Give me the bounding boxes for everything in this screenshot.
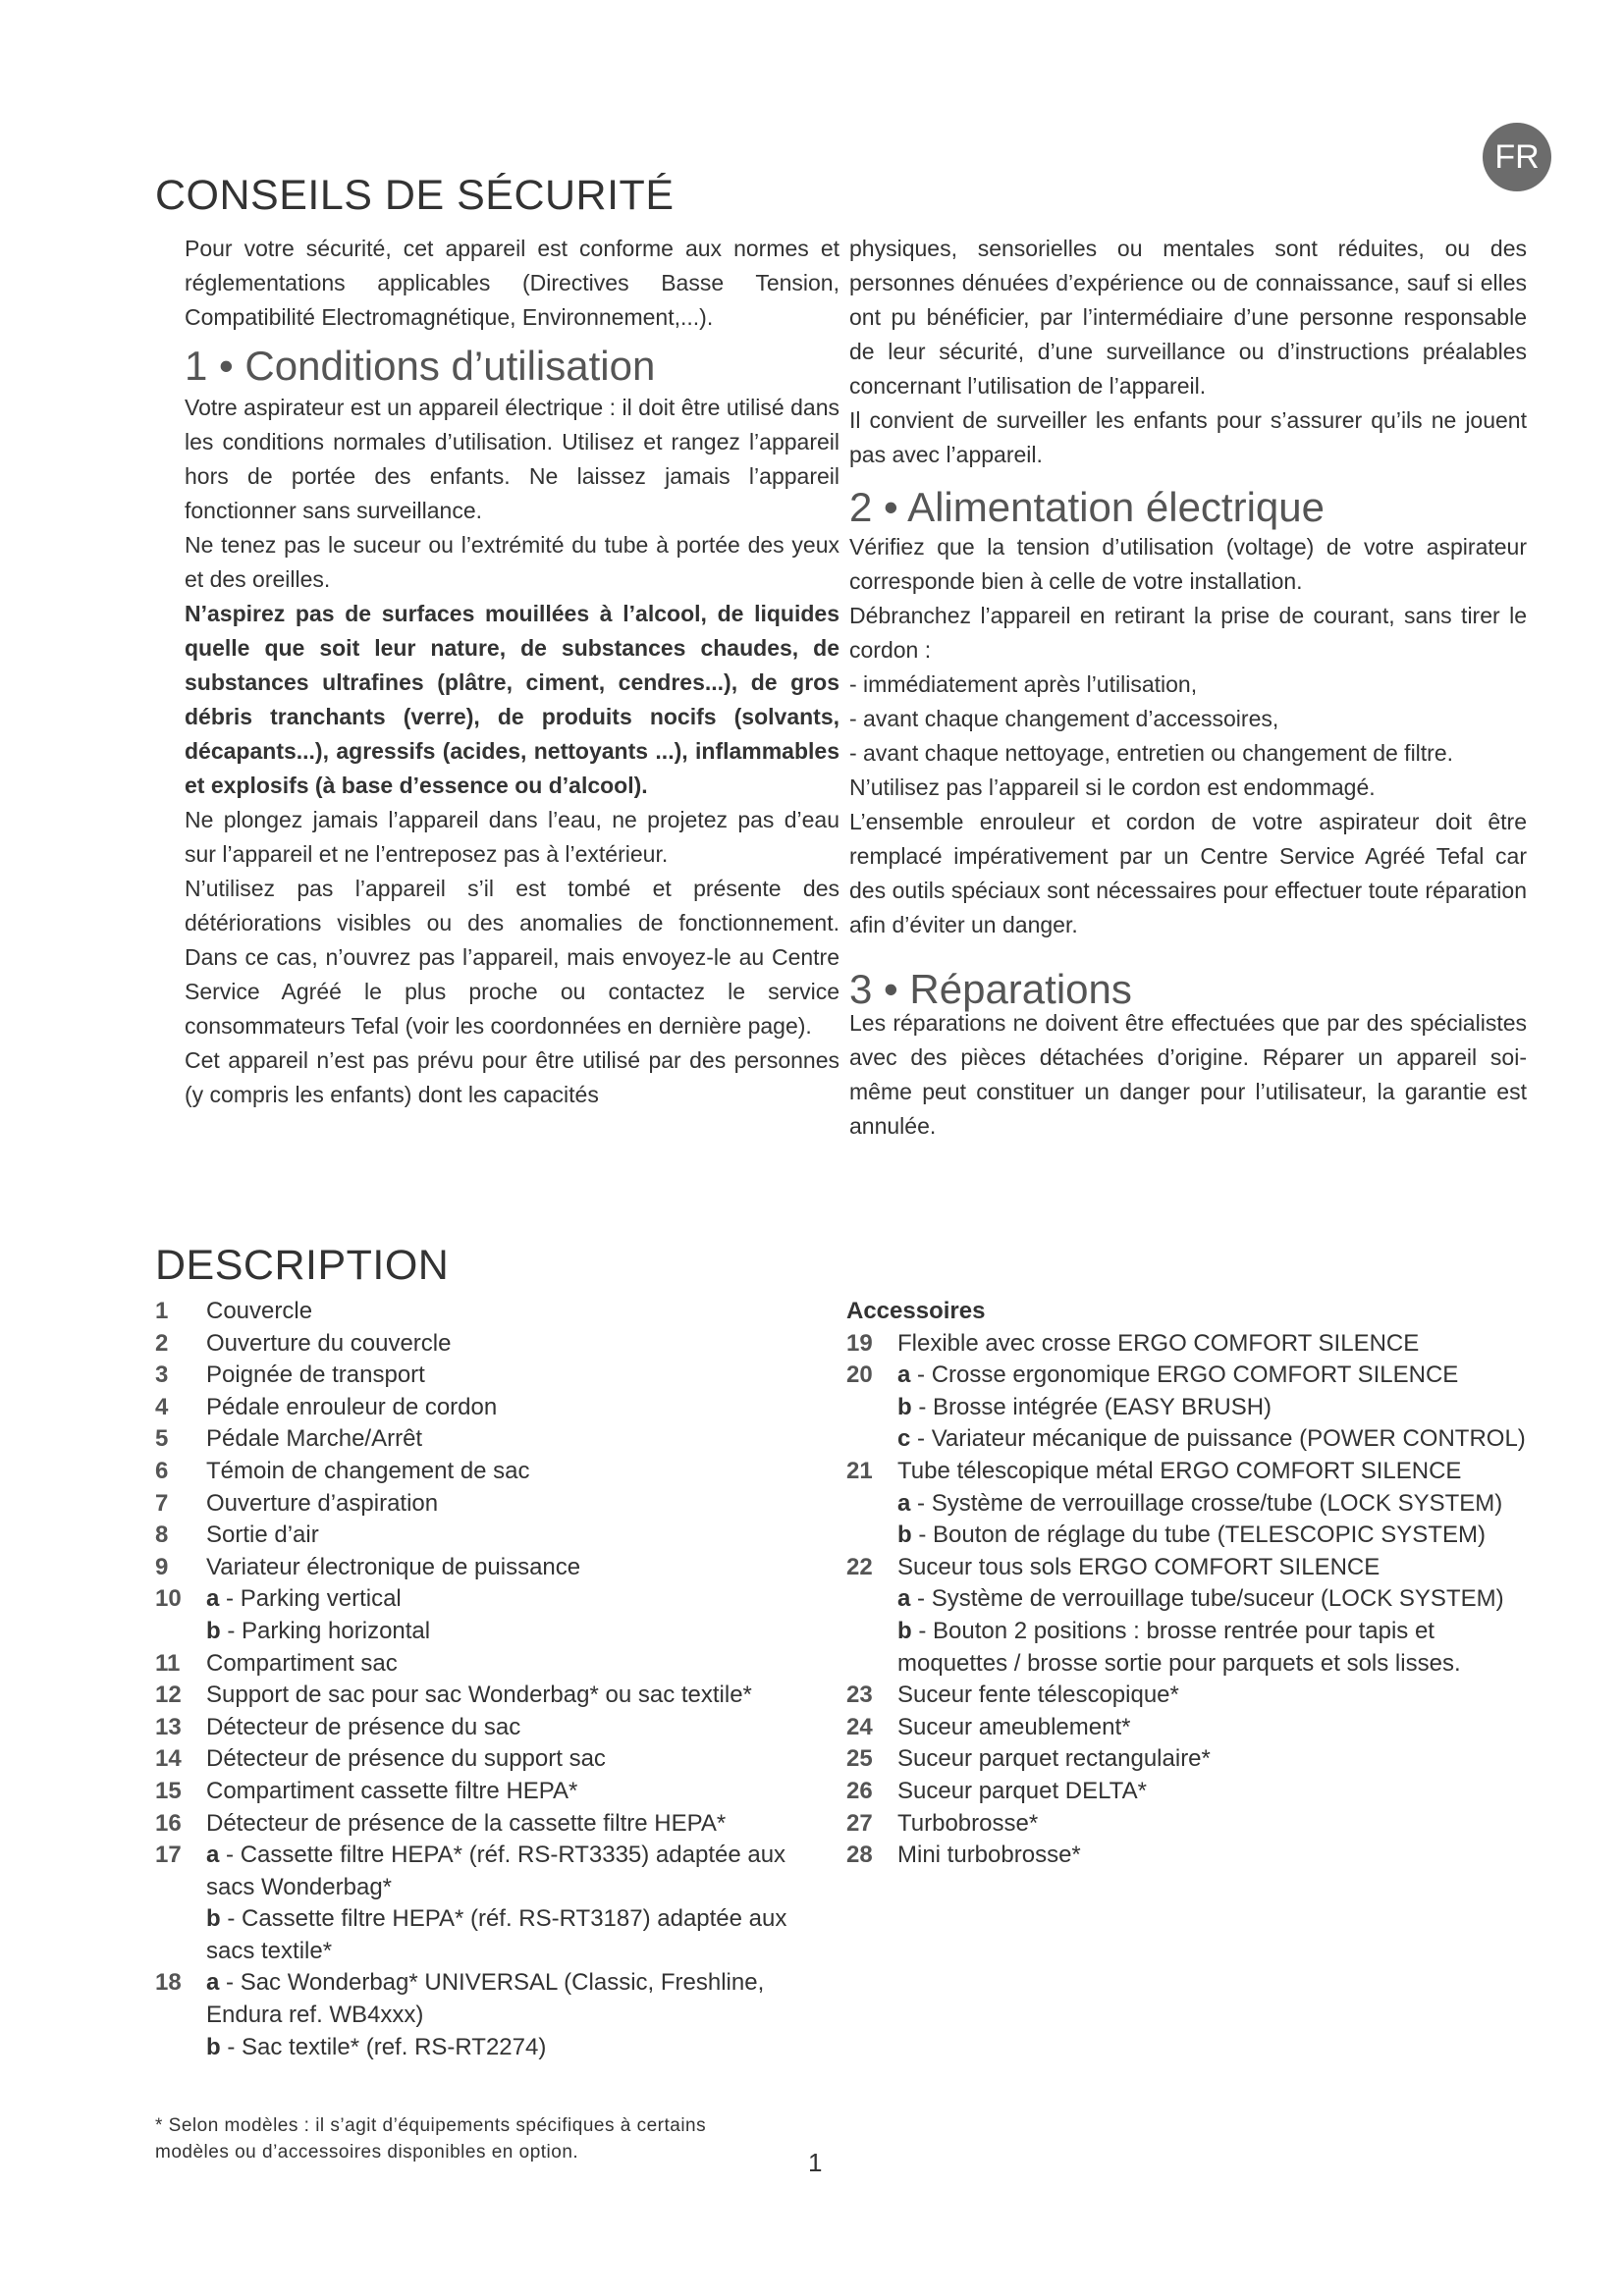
sub-item-text: Parking horizontal — [242, 1617, 431, 1644]
sub-item-letter: b — [206, 1905, 221, 1933]
item-number: 11 — [155, 1649, 181, 1677]
s1-paragraph-2: Ne tenez pas le suceur ou l’extrémité du tube à portée des yeux et des oreilles. — [185, 532, 839, 592]
right-paragraph-2: Il convient de surveiller les enfants pour s’assurer qu’ils ne jouent pas avec l’appareil. — [849, 407, 1527, 467]
description-item — [155, 2032, 833, 2064]
item-number — [846, 1583, 897, 1616]
item-text: a - Cassette filtre HEPA* (réf. RS-RT3335) adaptée aux sacs Wonderbag* — [206, 1842, 786, 1900]
description-item — [846, 1712, 1534, 1744]
item-number: 24 — [846, 1713, 873, 1740]
item-number: 22 — [846, 1553, 873, 1580]
item-number: 7 — [155, 1489, 169, 1517]
item-number: 10 — [155, 1585, 182, 1613]
item-number: 9 — [155, 1553, 169, 1580]
safety-title: CONSEILS DE SÉCURITÉ — [155, 172, 675, 219]
item-text: a - Sac Wonderbag* UNIVERSAL (Classic, Freshline, Endura ref. WB4xxx) — [206, 1969, 765, 2029]
item-text: Variateur électronique de puissance — [206, 1553, 581, 1580]
s2-paragraph-2: Débranchez l’appareil en retirant la prise de courant, sans tirer le cordon : — [849, 603, 1527, 663]
item-text: Support de sac pour sac Wonderbag* ou sac textile* — [206, 1682, 752, 1709]
item-number: 18 — [155, 1969, 182, 1997]
description-item — [846, 1456, 1534, 1488]
item-text: a - Système de verrouillage crosse/tube (LOCK SYSTEM) — [897, 1489, 1503, 1517]
s2-list-item-1: - immédiatement après l’utilisation, — [849, 671, 1198, 697]
description-item — [846, 1328, 1534, 1361]
item-text: a - Parking vertical — [206, 1585, 402, 1613]
item-number: 25 — [846, 1745, 873, 1773]
item-number: 1 — [155, 1298, 169, 1324]
description-item — [155, 1360, 833, 1392]
item-number: 23 — [846, 1682, 873, 1709]
sub-item-letter: a — [897, 1585, 911, 1613]
item-text: Sortie d’air — [206, 1522, 319, 1549]
accessories-title: Accessoires — [846, 1298, 986, 1324]
item-number — [846, 1423, 897, 1456]
description-item — [846, 1392, 1534, 1424]
item-text: Suceur parquet DELTA* — [897, 1777, 1147, 1804]
item-text: Suceur fente télescopique* — [897, 1682, 1179, 1709]
s2-paragraph-4: L’ensemble enrouleur et cordon de votre aspirateur doit être remplacé impérativement par un Centre Service Agréé Tefal car des outils spéciaux sont nécessaires pour effectuer toute réparation afin d’éviter un danger. — [849, 809, 1527, 937]
description-item — [155, 1392, 833, 1424]
language-badge: FR — [1483, 123, 1551, 191]
description-item — [846, 1360, 1534, 1392]
item-number: 5 — [155, 1425, 169, 1453]
s2-list-item-2: - avant chaque changement d’accessoires, — [849, 706, 1279, 731]
item-text: Pédale Marche/Arrêt — [206, 1425, 423, 1453]
item-text: Suceur ameublement* — [897, 1713, 1131, 1740]
item-text: b - Parking horizontal — [206, 1617, 431, 1644]
item-number: 15 — [155, 1777, 182, 1804]
item-text: Suceur parquet rectangulaire* — [897, 1745, 1211, 1773]
s3-paragraph-1: Les réparations ne doivent être effectuées que par des spécialistes avec des pièces détachées d’origine. Réparer un appareil soi-même peut constituer un danger pour l’utilisateur, la garantie est annulée. — [849, 1010, 1527, 1139]
sub-item-letter: a — [206, 1585, 220, 1613]
description-item — [846, 1583, 1534, 1616]
item-text: Détecteur de présence du support sac — [206, 1745, 606, 1773]
sub-item-letter: b — [897, 1522, 912, 1549]
safety-left-column — [185, 232, 839, 1112]
item-number: 20 — [846, 1362, 873, 1389]
item-number — [846, 1488, 897, 1521]
item-number: 14 — [155, 1745, 182, 1773]
description-item — [155, 1776, 833, 1808]
item-text: a - Système de verrouillage tube/suceur (LOCK SYSTEM) — [897, 1585, 1504, 1613]
item-text: Suceur tous sols ERGO COMFORT SILENCE — [897, 1553, 1380, 1580]
item-text: Mini turbobrosse* — [897, 1842, 1081, 1869]
section-1-title: 1 • Conditions d’utilisation — [185, 343, 656, 389]
sub-item-text: Système de verrouillage crosse/tube (LOCK SYSTEM) — [931, 1489, 1503, 1517]
description-item — [155, 1648, 833, 1681]
description-item — [155, 1456, 833, 1488]
sub-item-letter: b — [206, 1617, 221, 1644]
sub-item-text: Bouton de réglage du tube (TELESCOPIC SYSTEM) — [933, 1522, 1486, 1549]
item-text: Pédale enrouleur de cordon — [206, 1393, 498, 1420]
item-number: 12 — [155, 1682, 182, 1709]
description-item — [155, 1840, 833, 1903]
safety-right-column — [849, 232, 1527, 1144]
item-text: Couvercle — [206, 1298, 313, 1324]
sub-item-letter: b — [897, 1617, 912, 1644]
description-item — [155, 1583, 833, 1616]
item-number: 4 — [155, 1393, 169, 1420]
s1-paragraph-5: N’utilisez pas l’appareil s’il est tombé et présente des détériorations visibles ou des anomalies de fonctionnement. Dans ce cas, n’ouvrez pas l’appareil, mais envoyez-le au Centre Service Agréé le plus proche ou contactez le service consommateurs Tefal (voir les coordonnées en dernière page). — [185, 876, 839, 1039]
s1-warning-bold: N’aspirez pas de surfaces mouillées à l’alcool, de liquides quelle que soit leur nature, de substances chaudes, de substances ultrafines (plâtre, ciment, cendres...), de gros débris tranchants (verre), de produits nocifs (solvants, décapants...), agressifs (acides, nettoyants ...), inflammables et explosifs (à base d’essence ou d’alcool). — [185, 601, 839, 798]
item-text: Témoin de changement de sac — [206, 1457, 530, 1484]
item-text: a - Crosse ergonomique ERGO COMFORT SILENCE — [897, 1362, 1459, 1389]
description-item — [846, 1616, 1534, 1680]
description-item — [846, 1520, 1534, 1552]
item-number: 2 — [155, 1329, 169, 1357]
sub-item-text: Parking vertical — [240, 1585, 402, 1613]
description-item — [846, 1776, 1534, 1808]
sub-item-letter: c — [897, 1425, 911, 1453]
item-number: 28 — [846, 1842, 873, 1869]
s2-list-item-3: - avant chaque nettoyage, entretien ou changement de filtre. — [849, 740, 1454, 766]
description-right-list — [846, 1296, 1534, 1872]
item-number — [155, 1616, 206, 1648]
item-text: b - Bouton de réglage du tube (TELESCOPIC SYSTEM) — [897, 1522, 1486, 1549]
description-item — [155, 1712, 833, 1744]
description-item — [155, 1520, 833, 1552]
description-item — [155, 1903, 833, 1967]
description-title: DESCRIPTION — [155, 1242, 450, 1289]
sub-item-letter: b — [897, 1393, 912, 1420]
description-item — [155, 1296, 833, 1328]
sub-item-text: Système de verrouillage tube/suceur (LOCK SYSTEM) — [931, 1585, 1504, 1613]
item-text: Compartiment cassette filtre HEPA* — [206, 1777, 578, 1804]
description-item — [846, 1840, 1534, 1872]
item-number: 27 — [846, 1809, 873, 1837]
item-number: 26 — [846, 1777, 873, 1804]
item-number: 13 — [155, 1713, 182, 1740]
item-number: 3 — [155, 1362, 169, 1389]
sub-item-letter: a — [206, 1969, 220, 1997]
item-number — [846, 1392, 897, 1424]
s2-paragraph-1: Vérifiez que la tension d’utilisation (voltage) de votre aspirateur corresponde bien à celle de votre installation. — [849, 534, 1527, 594]
right-paragraph-1: physiques, sensorielles ou mentales sont réduites, ou des personnes dénuées d’expérience ou de connaissance, sauf si elles ont pu bénéficier, par l’intermédiaire d’une personne responsable de leur sécurité, d’une surveillance ou d’instructions préalables concernant l’utilisation de l’appareil. — [849, 236, 1527, 399]
description-item — [155, 1680, 833, 1712]
sub-item-text: Cassette filtre HEPA* (réf. RS-RT3187) adaptée aux sacs textile* — [206, 1905, 787, 1964]
item-text: b - Bouton 2 positions : brosse rentrée pour tapis et moquettes / brosse sortie pour parquets et sols lisses. — [897, 1617, 1461, 1677]
description-item — [846, 1552, 1534, 1584]
item-text: Tube télescopique métal ERGO COMFORT SILENCE — [897, 1457, 1462, 1484]
item-text: b - Brosse intégrée (EASY BRUSH) — [897, 1393, 1272, 1420]
s1-paragraph-6: Cet appareil n’est pas prévu pour être utilisé par des personnes (y compris les enfants) dont les capacités — [185, 1047, 839, 1107]
description-item — [846, 1488, 1534, 1521]
item-number — [155, 2032, 206, 2064]
section-2-title: 2 • Alimentation électrique — [849, 484, 1325, 530]
description-item — [155, 1328, 833, 1361]
description-item — [155, 1743, 833, 1776]
item-text: Poignée de transport — [206, 1362, 425, 1389]
s2-paragraph-3: N’utilisez pas l’appareil si le cordon est endommagé. — [849, 774, 1376, 800]
item-number: 16 — [155, 1809, 182, 1837]
sub-item-text: Brosse intégrée (EASY BRUSH) — [933, 1393, 1272, 1420]
item-number: 19 — [846, 1329, 873, 1357]
item-number: 21 — [846, 1457, 873, 1484]
description-left-list — [155, 1296, 833, 2063]
item-text: b - Cassette filtre HEPA* (réf. RS-RT3187) adaptée aux sacs textile* — [206, 1905, 787, 1964]
item-text: Détecteur de présence du sac — [206, 1713, 521, 1740]
page-number: 1 — [808, 2148, 823, 2177]
description-item — [155, 1423, 833, 1456]
sub-item-letter: a — [897, 1489, 911, 1517]
item-text: Turbobrosse* — [897, 1809, 1039, 1837]
item-number — [846, 1616, 897, 1680]
description-item — [155, 1808, 833, 1841]
sub-item-text: Cassette filtre HEPA* (réf. RS-RT3335) adaptée aux sacs Wonderbag* — [206, 1842, 786, 1900]
sub-item-text: Crosse ergonomique ERGO COMFORT SILENCE — [931, 1362, 1459, 1389]
sub-item-letter: a — [206, 1842, 220, 1869]
sub-item-letter: b — [206, 2033, 221, 2060]
item-text: c - Variateur mécanique de puissance (POWER CONTROL) — [897, 1425, 1526, 1453]
description-item — [155, 1552, 833, 1584]
item-text: Flexible avec crosse ERGO COMFORT SILENCE — [897, 1329, 1420, 1357]
item-text: Compartiment sac — [206, 1649, 398, 1677]
item-text: Ouverture d’aspiration — [206, 1489, 439, 1517]
safety-intro: Pour votre sécurité, cet appareil est conforme aux normes et réglementations applicables (Directives Basse Tension, Compatibilité Electromagnétique, Environnement,...). — [185, 236, 839, 330]
footnote: * Selon modèles : il s’agit d’équipements spécifiques à certains modèles ou d’accessoires disponibles en option. — [155, 2115, 707, 2163]
item-text: Détecteur de présence de la cassette filtre HEPA* — [206, 1809, 727, 1837]
description-item — [846, 1743, 1534, 1776]
item-number: 17 — [155, 1842, 182, 1869]
s1-paragraph-1: Votre aspirateur est un appareil électrique : il doit être utilisé dans les conditions normales d’utilisation. Utilisez et rangez l’appareil hors de portée des enfants. Ne laissez jamais l’appareil fonctionner sans surveillance. — [185, 395, 839, 523]
sub-item-text: Sac textile* (ref. RS-RT2274) — [242, 2033, 547, 2060]
description-item — [846, 1423, 1534, 1456]
description-item — [155, 1616, 833, 1648]
item-number: 6 — [155, 1457, 169, 1484]
description-item — [155, 1488, 833, 1521]
item-number — [155, 1903, 206, 1967]
item-number — [846, 1520, 897, 1552]
item-text: b - Sac textile* (ref. RS-RT2274) — [206, 2033, 547, 2060]
sub-item-text: Variateur mécanique de puissance (POWER CONTROL) — [931, 1425, 1526, 1453]
item-number: 8 — [155, 1522, 169, 1549]
description-item — [155, 1967, 833, 2031]
section-3-title: 3 • Réparations — [849, 966, 1132, 1012]
sub-item-text: Bouton 2 positions : brosse rentrée pour tapis et moquettes / brosse sortie pour parquets et sols lisses. — [897, 1617, 1461, 1677]
sub-item-letter: a — [897, 1362, 911, 1389]
s1-paragraph-4: Ne plongez jamais l’appareil dans l’eau, ne projetez pas d’eau sur l’appareil et ne l’entreposez pas à l’extérieur. — [185, 807, 839, 867]
description-item — [846, 1808, 1534, 1841]
description-item — [846, 1680, 1534, 1712]
item-text: Ouverture du couvercle — [206, 1329, 452, 1357]
sub-item-text: Sac Wonderbag* UNIVERSAL (Classic, Freshline, Endura ref. WB4xxx) — [206, 1969, 765, 2029]
